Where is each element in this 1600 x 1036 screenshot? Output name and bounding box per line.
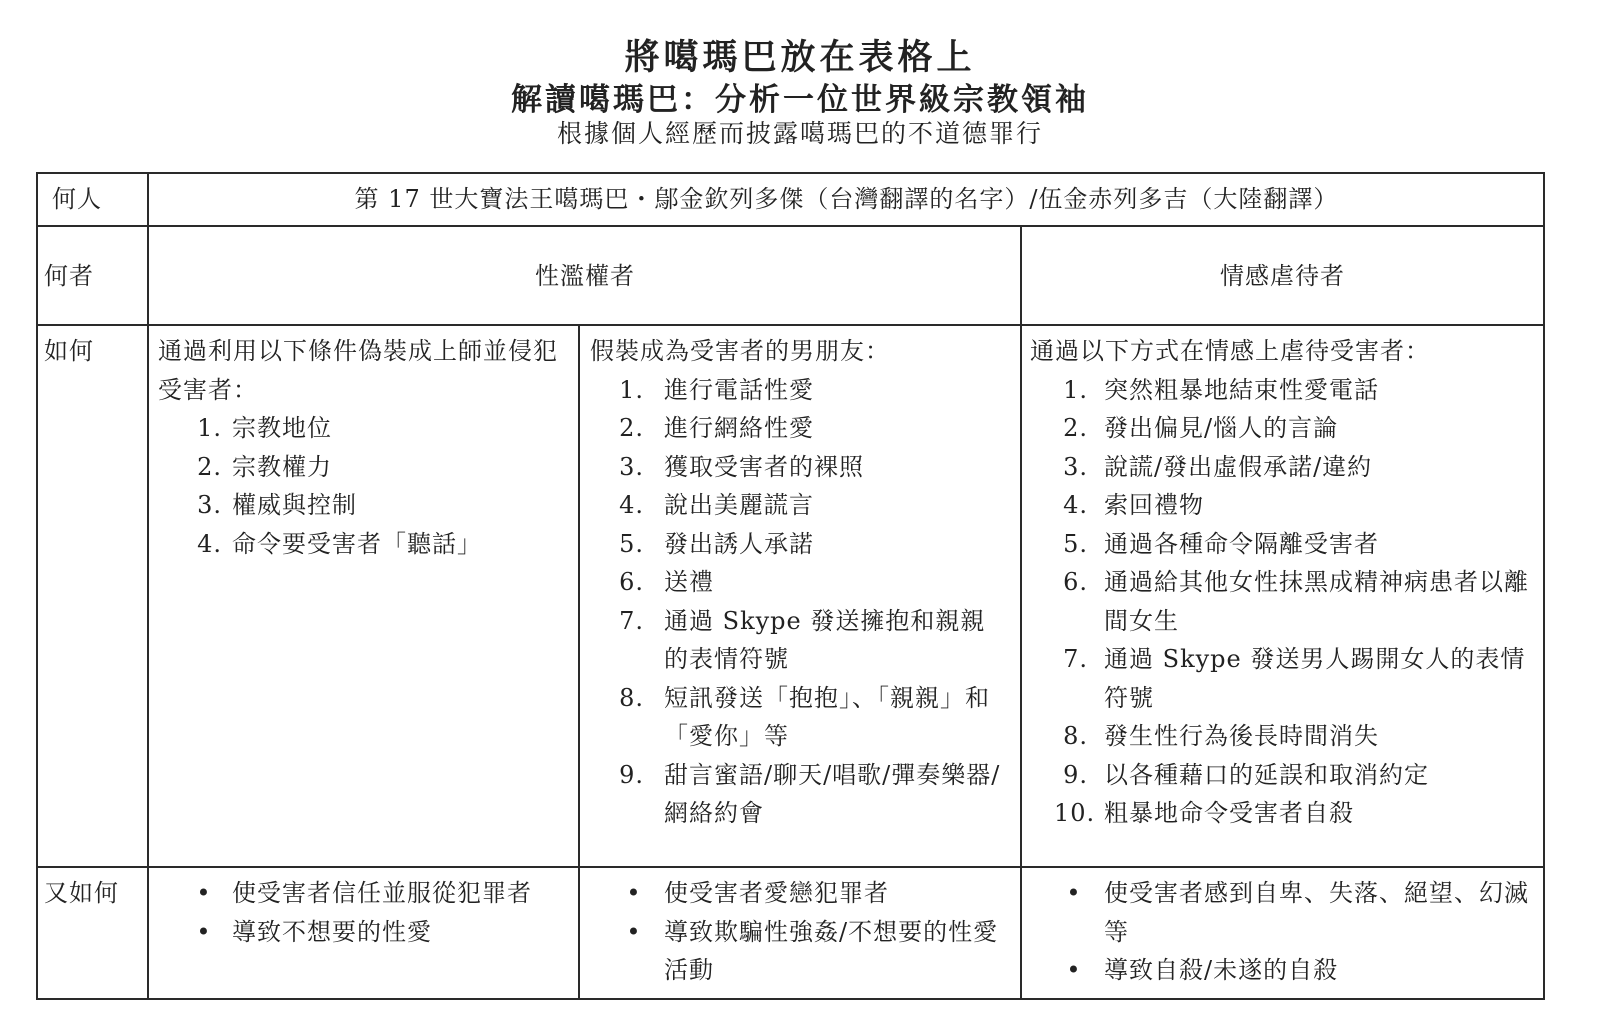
how-col1	[158, 332, 570, 563]
list-item: 6. 通過給其他女性抹黑成精神病患者以離間女生	[1063, 568, 1529, 635]
how-col1-list	[194, 409, 570, 563]
list-item: 6. 送禮	[619, 568, 714, 596]
what-emotional-abuser: 情感虐待者	[1220, 262, 1345, 290]
what-label: 何者	[44, 262, 94, 290]
list-item: 8. 發生性行為後長時間消失	[1063, 722, 1379, 750]
page-title: 將噶瑪巴放在表格上	[624, 37, 976, 78]
list-item: 5. 發出誘人承諾	[619, 529, 814, 558]
list-item: 1. 進行電話性愛	[619, 375, 814, 404]
list-item: 9. 甜言蜜語/聊天/唱歌/彈奏樂器/網絡約會	[619, 760, 1001, 827]
list-item: • 導致欺騙性強姦/不想要的性愛活動	[626, 917, 999, 984]
list-item: 4. 說出美麗謊言	[619, 491, 814, 519]
so-what-col3-list	[1064, 874, 1538, 990]
page-subtitle: 解讀噶瑪巴：分析一位世界級宗教領袖	[511, 82, 1089, 118]
list-item: • 導致不想要的性愛	[196, 917, 432, 946]
list-item: 4. 索回禮物	[1063, 491, 1204, 519]
how-col2-intro: 假裝成為受害者的男朋友：	[590, 337, 890, 365]
so-what-col1-list	[194, 874, 574, 951]
list-item: 3. 獲取受害者的裸照	[619, 452, 864, 481]
list-item: 7. 通過 Skype 發送擁抱和親親的表情符號	[619, 606, 986, 673]
how-col2	[590, 332, 1015, 833]
list-item: 2. 進行網絡性愛	[619, 414, 814, 442]
list-item: 10. 粗暴地命令受害者自殺	[1054, 799, 1354, 827]
who-value: 第 17 世大寶法王噶瑪巴・鄔金欽列多傑（台灣翻譯的名字）/伍金赤列多吉（大陸翻譯）	[354, 185, 1339, 213]
list-item: • 導致自殺/未遂的自殺	[1066, 956, 1339, 984]
how-col3-intro: 通過以下方式在情感上虐待受害者：	[1030, 337, 1430, 365]
list-item: 7. 通過 Skype 發送男人踢開女人的表情符號	[1063, 645, 1526, 712]
what-sexual-abuser: 性濫權者	[535, 262, 635, 290]
list-item: 8. 短訊發送「抱抱」、「親親」和「愛你」等	[619, 683, 990, 750]
list-item: 2. 發出偏見/惱人的言論	[1063, 414, 1339, 442]
how-col2-list	[616, 371, 1015, 833]
so-what-col2-list	[624, 874, 1008, 990]
list-item: 4. 命令要受害者「聽話」	[197, 529, 482, 558]
page-caption: 根據個人經歷而披露噶瑪巴的不道德罪行	[556, 119, 1043, 148]
list-item: 1. 宗教地位	[197, 414, 332, 442]
so-what-col1	[194, 874, 574, 951]
so-what-col2	[624, 874, 1008, 990]
list-item: 3. 說謊/發出虛假承諾/違約	[1063, 452, 1373, 481]
list-item: • 使受害者感到自卑、失落、絕望、幻滅等	[1066, 879, 1529, 946]
list-item: 3. 權威與控制	[197, 491, 357, 519]
who-label: 何人	[52, 185, 102, 213]
list-item: 2. 宗教權力	[197, 452, 332, 481]
list-item: 1. 突然粗暴地結束性愛電話	[1063, 375, 1379, 404]
how-col3-list	[1054, 371, 1538, 833]
so-what-label: 又如何	[44, 879, 119, 907]
list-item: • 使受害者愛戀犯罪者	[626, 879, 889, 907]
how-col3	[1030, 332, 1538, 833]
list-item: • 使受害者信任並服從犯罪者	[196, 879, 532, 907]
list-item: 5. 通過各種命令隔離受害者	[1063, 529, 1379, 558]
list-item: 9. 以各種藉口的延誤和取消約定	[1063, 760, 1429, 789]
how-label: 如何	[44, 337, 94, 365]
so-what-col3	[1064, 874, 1538, 990]
how-col1-intro: 通過利用以下條件偽裝成上師並侵犯受害者：	[158, 337, 558, 404]
